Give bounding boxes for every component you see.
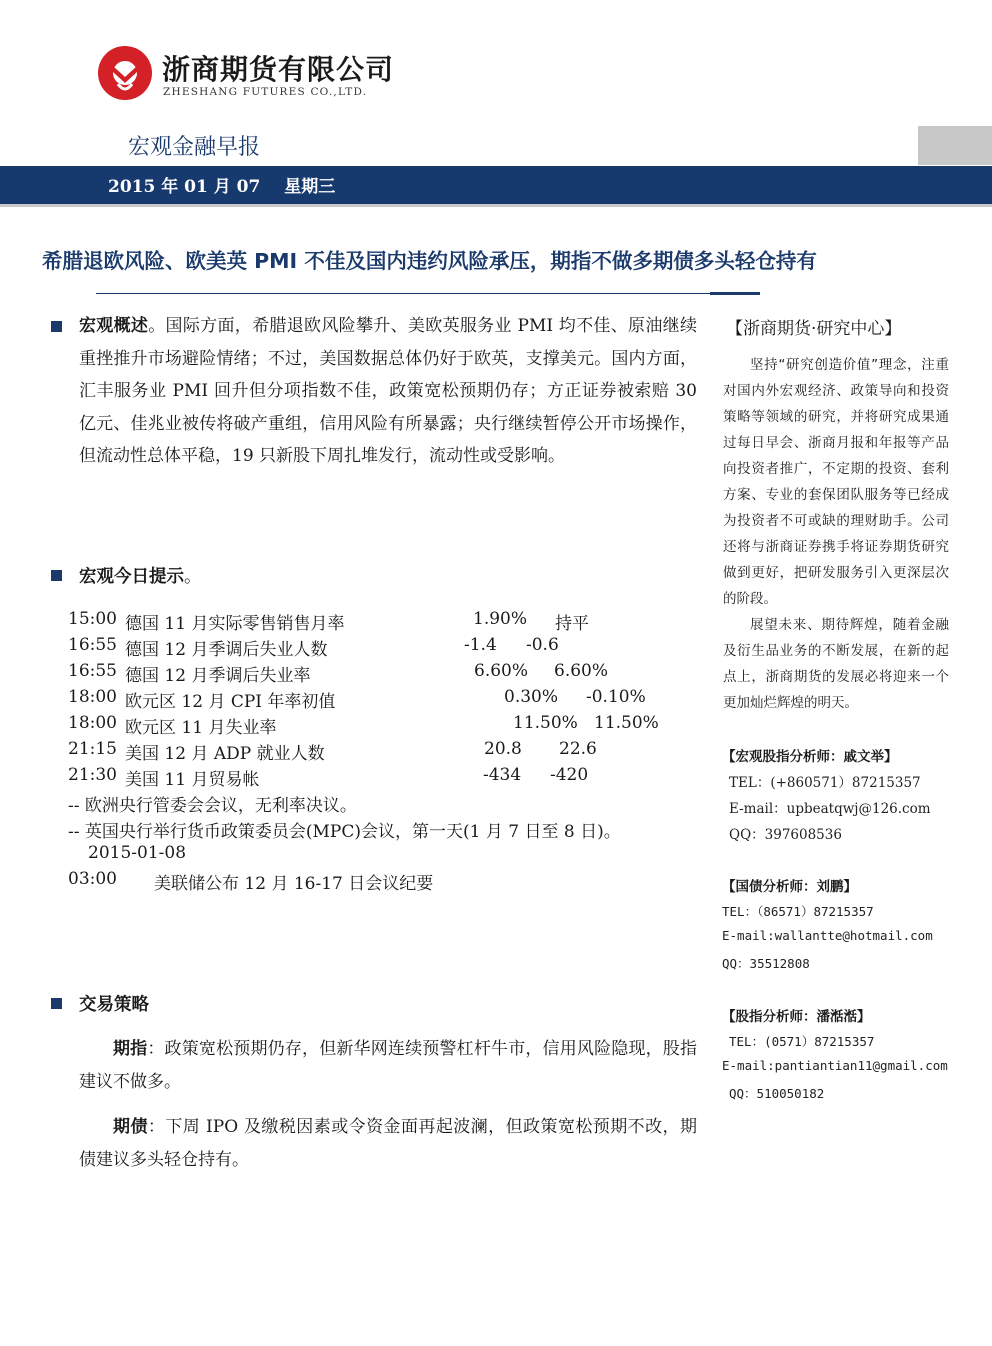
event-name: 美国 12 月 ADP 就业人数: [125, 744, 325, 764]
analyst-tel: TEL：(0571）87215357: [729, 1034, 875, 1049]
sidebar-outlook: 展望未来、期待辉煌，随着金融及衍生品业务的不断发展，在新的起点上，浙商期货的发展必将迎来一个更加灿烂辉煌的明天。: [723, 617, 949, 711]
event-forecast: 11.50%: [594, 713, 659, 733]
next-date: 2015-01-08: [88, 843, 187, 863]
analyst-email[interactable]: E-mail:wallantte@hotmail.com: [722, 928, 933, 943]
analyst-title: 【国债分析师：刘鹏】: [722, 879, 857, 895]
strategy-text: ：下周 IPO 及缴税因素或令资金面再起波澜，但政策宽松预期不改，期债建议多头轻仓持有。: [79, 1117, 698, 1170]
event-time: 03:00: [68, 869, 117, 889]
event-forecast: 6.60%: [554, 661, 609, 681]
event-forecast: -0.6: [526, 635, 559, 655]
calendar-row: [68, 869, 708, 895]
headline-rule: [96, 293, 710, 294]
event-previous: 6.60%: [474, 661, 529, 681]
overview-title: 宏观概述: [79, 316, 149, 336]
event-previous: -1.4: [464, 635, 497, 655]
calendar-row: [68, 765, 708, 791]
analyst-title: 【宏观股指分析师：戚文举】: [722, 749, 898, 765]
strategy-title: 交易策略: [79, 995, 149, 1015]
bullet-icon: [51, 321, 62, 332]
event-name: 欧元区 11 月失业率: [125, 718, 277, 738]
event-time: 16:55: [68, 661, 117, 681]
date-bar-divider: [0, 204, 992, 207]
event-forecast: -420: [550, 765, 589, 785]
analyst-qq: QQ：397608536: [729, 827, 842, 843]
event-time: 18:00: [68, 687, 117, 707]
analyst-title: 【股指分析师：潘湉湉】: [722, 1009, 871, 1025]
calendar-row: [68, 661, 708, 687]
event-name: 德国 11 月实际零售销售月率: [125, 614, 345, 634]
calendar-row: [68, 609, 708, 635]
sidebar-heading: 【浙商期货·研究中心】: [726, 319, 902, 339]
calendar-date-row: [68, 843, 708, 869]
strategy-label: 期指: [113, 1039, 148, 1059]
calendar-note: [68, 791, 708, 817]
calendar-row: [68, 635, 708, 661]
company-name-en: ZHESHANG FUTURES CO.,LTD.: [163, 86, 368, 98]
event-forecast: 持平: [555, 614, 589, 634]
header-accent-block: [918, 126, 992, 165]
event-name: 德国 12 月季调后失业人数: [125, 640, 328, 660]
event-name: 德国 12 月季调后失业率: [125, 666, 311, 686]
analyst-tel: TEL：(+860571）87215357: [729, 775, 921, 791]
report-date: [108, 172, 335, 197]
calendar-row: [68, 739, 708, 765]
event-name: 美国 11 月贸易帐: [125, 770, 260, 790]
analyst-qq: QQ：510050182: [729, 1086, 825, 1101]
calendar-row: [68, 687, 708, 713]
event-name: 欧元区 12 月 CPI 年率初值: [125, 692, 336, 712]
weekday: 星期三: [284, 177, 336, 197]
calendar-title-suffix: 。: [184, 567, 202, 587]
strategy-text: ：政策宽松预期仍存，但新华网连续预警杠杆牛市，信用风险隐现，股指建议不做多。: [79, 1039, 698, 1092]
event-time: 16:55: [68, 635, 117, 655]
note-text: -- 欧洲央行管委会会议，无利率决议。: [68, 796, 357, 816]
event-time: 21:30: [68, 765, 117, 785]
event-previous: 11.50%: [513, 713, 578, 733]
calendar-title: [79, 563, 202, 588]
calendar-title-text: 宏观今日提示: [79, 567, 184, 587]
company-logo: [96, 44, 154, 102]
bullet-icon: [51, 998, 62, 1009]
company-name-cn: 浙商期货有限公司: [162, 53, 395, 86]
note-text: -- 英国央行举行货币政策委员会(MPC)会议，第一天(1 月 7 日至 8 日)。: [68, 822, 621, 842]
event-name: 美联储公布 12 月 16-17 日会议纪要: [154, 874, 434, 894]
strategy-item: [79, 1111, 697, 1176]
event-previous: 1.90%: [473, 609, 528, 629]
event-time: 18:00: [68, 713, 117, 733]
event-previous: 0.30%: [504, 687, 559, 707]
analyst-tel: TEL：（86571）87215357: [722, 904, 874, 919]
event-time: 15:00: [68, 609, 117, 629]
bullet-icon: [51, 570, 62, 581]
headline: 希腊退欧风险、欧美英 PMI 不佳及国内违约风险承压，期指不做多期债多头轻仓持有: [42, 249, 817, 273]
analyst-email[interactable]: E-mail:pantiantian11@gmail.com: [722, 1058, 948, 1073]
event-previous: -434: [483, 765, 522, 785]
sidebar-intro: 坚持“研究创造价值”理念，注重对国内外宏观经济、政策导向和投资策略等领域的研究，并将研究成果通过每日早会、浙商月报和年报等产品向投资者推广，不定期的投资、套利方案、专业的套保团队服务等已经成为投资者不可或缺的理财助手。公司还将与浙商证券携手将证券期货研究做到更好，把研发服务引入更深层次的阶段。: [723, 357, 949, 607]
event-previous: 20.8: [484, 739, 522, 759]
logo-emblem-icon: [96, 44, 154, 102]
headline-rule-accent: [710, 292, 760, 295]
event-forecast: 22.6: [559, 739, 597, 759]
analyst-qq: QQ：35512808: [722, 956, 810, 971]
overview-section: [79, 310, 697, 473]
date-value: 2015 年 01 月 07: [108, 177, 261, 197]
calendar-note: [68, 817, 708, 843]
event-forecast: -0.10%: [586, 687, 646, 707]
calendar-row: [68, 713, 708, 739]
strategy-item: [79, 1033, 697, 1098]
analyst-email[interactable]: E-mail：upbeatqwj@126.com: [729, 801, 931, 817]
event-time: 21:15: [68, 739, 117, 759]
strategy-label: 期债: [113, 1117, 148, 1137]
overview-text: 。国际方面，希腊退欧风险攀升、美欧英服务业 PMI 均不佳、原油继续重挫推升市场避险情绪；不过，美国数据总体仍好于欧英，支撑美元。国内方面，汇丰服务业 PMI 回升但分项指数不佳，政策宽松预期仍存；方正证券被索赔 30 亿元、佳兆业被传将破产重组，信用风险有所暴露；央行继续暂停公开市场操作，但流动性总体平稳，19 只新股下周扎堆发行，流动性或受影响。: [79, 316, 697, 467]
report-title: 宏观金融早报: [128, 135, 261, 160]
